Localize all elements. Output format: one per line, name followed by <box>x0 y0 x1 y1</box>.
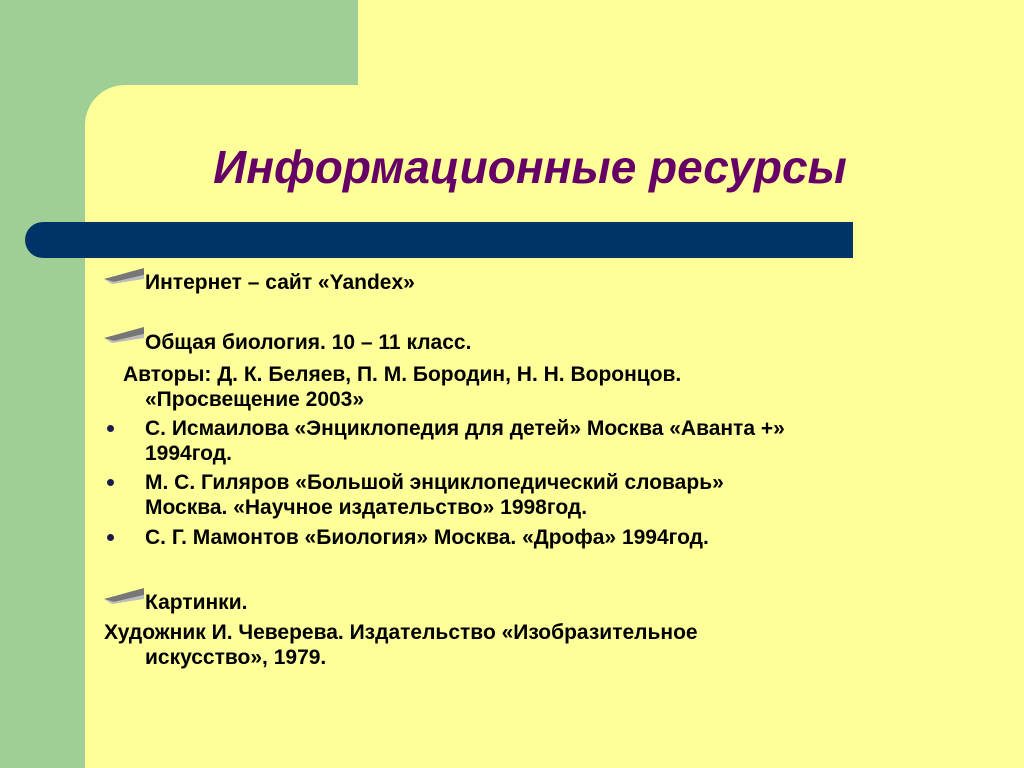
biology-authors: Авторы: Д. К. Беляев, П. М. Бородин, Н. Н. Воронцов. <box>123 363 682 386</box>
arrow-bullet-icon <box>104 266 144 284</box>
biology-heading: Общая биология. 10 – 11 класс. <box>145 331 472 354</box>
internet-source: Интернет – сайт «Yandex» <box>145 271 415 294</box>
pictures-heading: Картинки. <box>145 591 248 614</box>
bullet-3-line1: С. Г. Мамонтов «Биология» Москва. «Дрофа» 1994год. <box>145 526 709 549</box>
round-bullet-icon <box>107 479 114 486</box>
bullet-2-line1: М. С. Гиляров «Большой энциклопедический словарь» <box>145 471 724 494</box>
arrow-bullet-icon <box>104 586 144 604</box>
pictures-publisher: искусство», 1979. <box>145 646 327 669</box>
slide-title: Информационные ресурсы <box>213 141 847 193</box>
bullet-1-line2: 1994год. <box>145 442 232 465</box>
arrow-bullet-icon <box>104 325 144 343</box>
bullet-2-line2: Москва. «Научное издательство» 1998год. <box>145 496 588 519</box>
bullet-1-line1: С. Исмаилова «Энциклопедия для детей» Москва «Аванта +» <box>145 417 785 440</box>
round-bullet-icon <box>107 425 114 432</box>
round-bullet-icon <box>107 534 114 541</box>
biology-publisher: «Просвещение 2003» <box>145 388 365 411</box>
pictures-artist: Художник И. Чеверева. Издательство «Изобразительное <box>104 621 698 644</box>
